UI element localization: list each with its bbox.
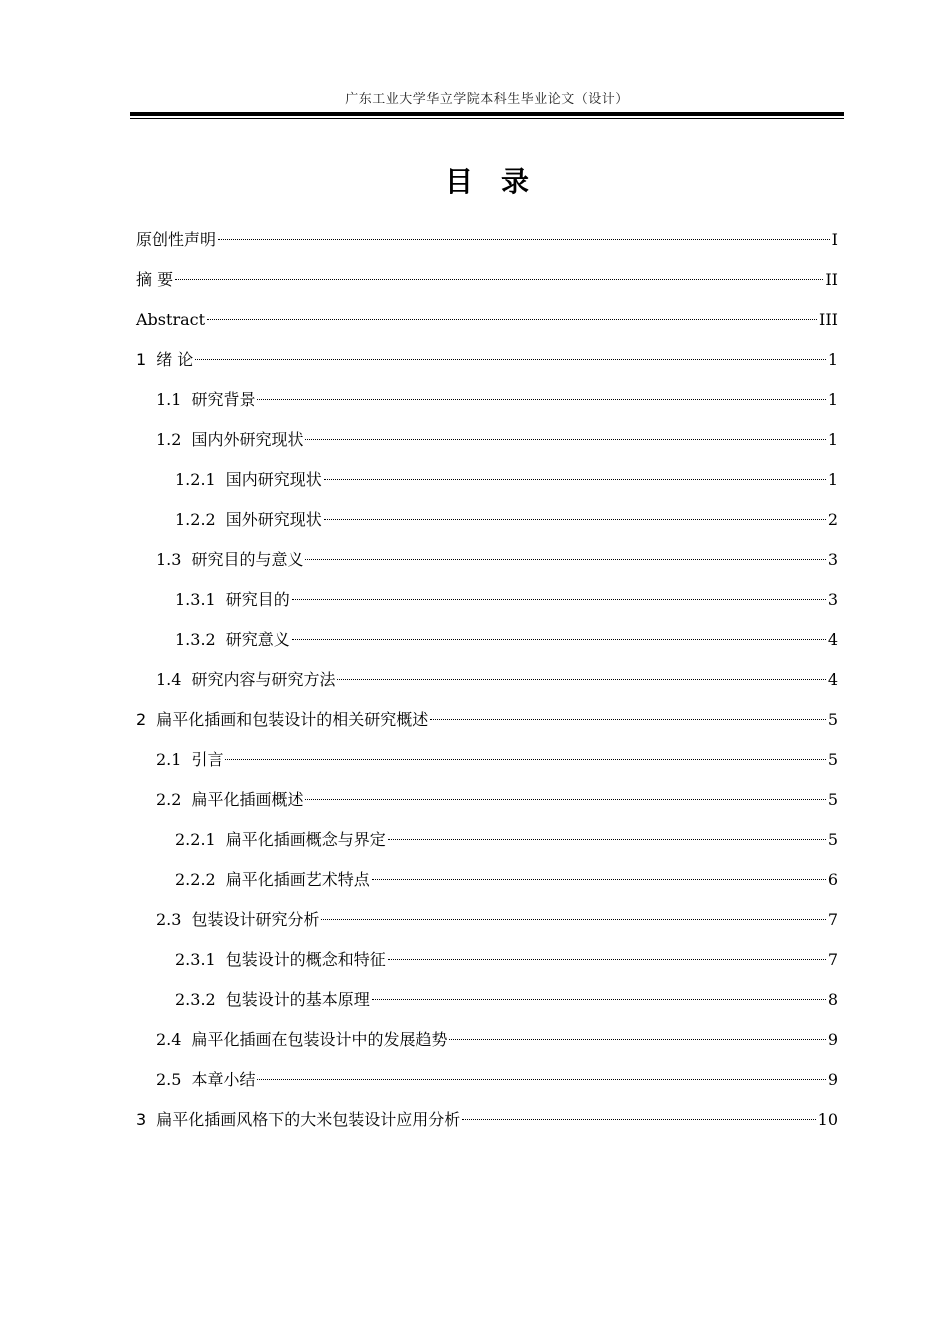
toc-leader-dots [292, 599, 826, 600]
toc-entry-label: 扁平化插画艺术特点 [225, 870, 370, 889]
toc-entry-label: 本章小结 [191, 1070, 256, 1089]
toc-leader-dots [257, 1079, 825, 1080]
toc-entry-label: Abstract [136, 310, 206, 329]
toc-entry[interactable] [136, 1108, 838, 1148]
running-header: 广东工业大学华立学院本科生毕业论文（设计） [345, 92, 629, 107]
toc-entry-page: 9 [827, 1030, 838, 1049]
toc-leader-dots [430, 719, 826, 720]
toc-entry-page: 1 [827, 470, 838, 489]
toc-entry-number: 3 [136, 1110, 147, 1129]
toc-leader-dots [337, 679, 825, 680]
toc-entry[interactable] [136, 428, 838, 468]
toc-entry[interactable] [136, 468, 838, 508]
header-rule-thick [130, 112, 844, 116]
toc-leader-dots [388, 839, 826, 840]
toc-entry-number: 2 [136, 710, 147, 729]
toc-entry[interactable] [136, 508, 838, 548]
toc-entry-page: 7 [827, 950, 838, 969]
toc-entry[interactable] [136, 708, 838, 748]
toc-entry-label: 原创性声明 [136, 230, 217, 249]
toc-entry[interactable] [136, 548, 838, 588]
toc-leader-dots [225, 759, 825, 760]
toc-entry-number: 1.3.2 [175, 630, 216, 649]
toc-entry-label: 国内外研究现状 [191, 430, 304, 449]
toc-entry-number: 1.2.2 [175, 510, 216, 529]
toc-entry[interactable] [136, 668, 838, 708]
toc-entry-page: 4 [827, 670, 838, 689]
toc-entry-page: 4 [827, 630, 838, 649]
toc-entry-label: 研究目的与意义 [191, 550, 304, 569]
toc-entry-label: 研究内容与研究方法 [191, 670, 336, 689]
toc-entry-page: 3 [827, 590, 838, 609]
toc-entry-number: 2.2.2 [175, 870, 216, 889]
toc-leader-dots [305, 799, 825, 800]
toc-entry[interactable] [136, 268, 838, 308]
toc-entry-page: 5 [827, 790, 838, 809]
toc-leader-dots [449, 1039, 825, 1040]
toc-entry-number: 1.3 [156, 550, 182, 569]
toc-entry-label: 研究背景 [191, 390, 256, 409]
toc-entry-page: 1 [827, 350, 838, 369]
toc-entry[interactable] [136, 828, 838, 868]
toc-entry[interactable] [136, 388, 838, 428]
toc-entry-label: 摘 要 [136, 270, 174, 289]
toc-entry-label: 国内研究现状 [225, 470, 322, 489]
toc-entry-number: 1.2 [156, 430, 182, 449]
toc-entry-page: 7 [827, 910, 838, 929]
toc-entry-page: 5 [827, 830, 838, 849]
toc-entry-number: 1.1 [156, 390, 182, 409]
toc-entry-number: 2.4 [156, 1030, 182, 1049]
toc-leader-dots [195, 359, 826, 360]
toc-leader-dots [175, 279, 823, 280]
toc-leader-dots [372, 999, 826, 1000]
toc-entry-page: 10 [817, 1110, 838, 1129]
toc-leader-dots [372, 879, 826, 880]
toc-entry[interactable] [136, 868, 838, 908]
toc-entry-label: 研究意义 [225, 630, 290, 649]
toc-entry-label: 包装设计的概念和特征 [225, 950, 386, 969]
toc-leader-dots [305, 559, 825, 560]
toc-entry-page: 1 [827, 430, 838, 449]
toc-entry-page: 9 [827, 1070, 838, 1089]
table-of-contents [136, 228, 838, 1148]
toc-entry[interactable] [136, 1028, 838, 1068]
toc-entry-number: 1.2.1 [175, 470, 216, 489]
toc-leader-dots [292, 639, 826, 640]
toc-entry-label: 研究目的 [225, 590, 290, 609]
toc-entry-number: 1.3.1 [175, 590, 216, 609]
toc-entry[interactable] [136, 228, 838, 268]
toc-entry-number: 2.2 [156, 790, 182, 809]
toc-entry[interactable] [136, 628, 838, 668]
toc-entry-label: 扁平化插画和包装设计的相关研究概述 [156, 710, 429, 729]
toc-entry[interactable] [136, 788, 838, 828]
toc-entry-label: 扁平化插画风格下的大米包装设计应用分析 [156, 1110, 461, 1129]
toc-entry-label: 扁平化插画概念与界定 [225, 830, 386, 849]
toc-entry-page: 1 [827, 390, 838, 409]
toc-entry[interactable] [136, 748, 838, 788]
toc-leader-dots [207, 319, 817, 320]
toc-entry-number: 2.2.1 [175, 830, 216, 849]
toc-entry-page: II [825, 270, 838, 289]
toc-leader-dots [324, 519, 826, 520]
toc-entry-page: 3 [827, 550, 838, 569]
toc-entry-page: III [819, 310, 838, 329]
toc-title: 目录 [444, 165, 557, 198]
toc-entry-page: 5 [827, 750, 838, 769]
header-rule-thin [130, 118, 844, 119]
toc-leader-dots [388, 959, 826, 960]
toc-entry-number: 2.5 [156, 1070, 182, 1089]
toc-entry-number: 2.3 [156, 910, 182, 929]
toc-entry-label: 引言 [191, 750, 224, 769]
toc-leader-dots [218, 239, 830, 240]
toc-entry-page: 5 [827, 710, 838, 729]
toc-entry-page: I [831, 230, 838, 249]
toc-leader-dots [321, 919, 825, 920]
toc-entry-label: 包装设计的基本原理 [225, 990, 370, 1009]
toc-entry[interactable] [136, 908, 838, 948]
toc-entry-label: 国外研究现状 [225, 510, 322, 529]
toc-entry-page: 2 [827, 510, 838, 529]
toc-entry[interactable] [136, 988, 838, 1028]
toc-entry-number: 1.4 [156, 670, 182, 689]
toc-entry-number: 2.1 [156, 750, 182, 769]
toc-entry-page: 8 [827, 990, 838, 1009]
toc-leader-dots [305, 439, 825, 440]
toc-leader-dots [324, 479, 826, 480]
toc-entry[interactable] [136, 588, 838, 628]
toc-entry-label: 扁平化插画在包装设计中的发展趋势 [191, 1030, 448, 1049]
toc-entry-label: 包装设计研究分析 [191, 910, 320, 929]
toc-leader-dots [462, 1119, 815, 1120]
toc-entry[interactable] [136, 948, 838, 988]
toc-entry[interactable] [136, 348, 838, 388]
toc-entry-number: 2.3.2 [175, 990, 216, 1009]
toc-entry[interactable] [136, 1068, 838, 1108]
toc-entry-page: 6 [827, 870, 838, 889]
toc-entry-number: 1 [136, 350, 147, 369]
toc-leader-dots [257, 399, 825, 400]
toc-entry-label: 扁平化插画概述 [191, 790, 304, 809]
toc-entry[interactable] [136, 308, 838, 348]
toc-entry-number: 2.3.1 [175, 950, 216, 969]
toc-entry-label: 绪 论 [156, 350, 194, 369]
